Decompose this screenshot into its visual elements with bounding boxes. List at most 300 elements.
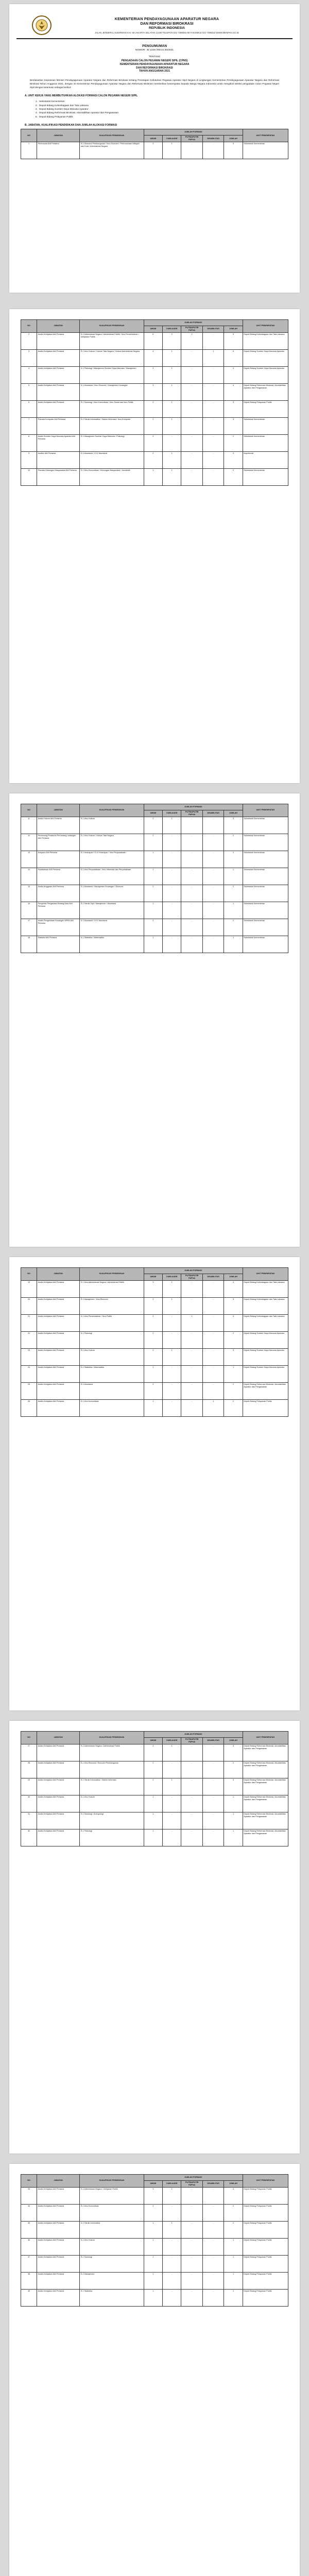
count-general: 3	[144, 383, 162, 400]
count-disability: -	[202, 1744, 224, 1761]
column-group-header: JUMLAH FORMASI	[144, 804, 243, 810]
education-qualification: S-1 Akuntansi / Ilmu Ekonomi / Manajemen Keuangan	[80, 383, 144, 400]
document-title: PENGUMUMAN	[142, 44, 167, 48]
column-header: DISABILITAS	[202, 2181, 224, 2188]
count-general: 1	[144, 468, 162, 485]
placement-unit: Sekretariat Kementerian	[243, 434, 288, 451]
table-header-row	[21, 1732, 288, 1738]
education-qualification: S-1 Sosiologi	[80, 2255, 144, 2272]
job-title: Analis Kebijakan Ahli Pertama	[37, 383, 80, 400]
job-title: Analis Kebijakan Ahli Pertama	[37, 366, 80, 383]
table-row	[21, 1314, 288, 1331]
row-number: 32	[21, 1829, 37, 1846]
count-general: 1	[144, 2272, 162, 2289]
column-header: PUTRA/PUTRI PAPUA	[181, 810, 203, 817]
count-general: 2	[144, 2204, 162, 2221]
column-header: UNIT PENEMPATAN	[243, 1732, 288, 1744]
table-host	[9, 1267, 300, 1417]
row-number: 19	[21, 1280, 37, 1297]
count-disability: -	[202, 851, 224, 868]
row-number: 6	[21, 400, 37, 417]
placement-unit: Deputi Bidang Kelembagaan dan Tata Laksana	[243, 1280, 288, 1297]
table-row	[21, 1297, 288, 1314]
table-row	[21, 1348, 288, 1365]
subject-line: DAN REFORMASI BIROKRASI	[136, 66, 173, 70]
table-row	[21, 417, 288, 434]
count-general: 1	[144, 2255, 162, 2272]
count-general: 1	[144, 851, 162, 868]
education-qualification: S-1 Teknik Informatika / Sistem Informasi / Ilmu Komputer	[80, 417, 144, 434]
count-total: 4	[224, 366, 243, 383]
count-cumlaude: -	[163, 2204, 181, 2221]
count-disability: -	[202, 1314, 224, 1331]
job-title: Analis Kebijakan Ahli Pertama	[37, 1795, 80, 1812]
placement-unit: Deputi Bidang Reformasi Birokrasi, Akuntabilitas Aparatur dan Pengawasan	[243, 1382, 288, 1399]
row-number: 29	[21, 1778, 37, 1795]
column-header: UNIT PENEMPATAN	[243, 1268, 288, 1281]
column-header: DISABILITAS	[202, 326, 224, 333]
count-disability: -	[202, 434, 224, 451]
count-cumlaude: 1	[163, 2187, 181, 2204]
count-papua: -	[181, 2272, 203, 2289]
job-title: Analis Hukum Ahli Pertama	[37, 817, 80, 834]
sheet-1	[9, 4, 300, 293]
sheet-2	[9, 309, 300, 783]
column-header: UNIT PENEMPATAN	[243, 2175, 288, 2188]
count-cumlaude: -	[163, 936, 181, 953]
table-row	[21, 1795, 288, 1812]
row-number: 3	[21, 349, 37, 366]
job-title: Analis Kebijakan Ahli Pertama	[37, 2272, 80, 2289]
row-number: 7	[21, 417, 37, 434]
count-disability: -	[202, 1761, 224, 1778]
count-general: 1	[144, 2238, 162, 2255]
row-number: 2	[21, 332, 37, 349]
placement-unit: Deputi Bidang Reformasi Birokrasi, Akuntabilitas Aparatur dan Pengawasan	[243, 1761, 288, 1778]
education-qualification: S-1 Ilmu Komunikasi / Hubungan Masyarakat / Jurnalistik	[80, 468, 144, 485]
count-total: 1	[224, 868, 243, 885]
count-papua: -	[181, 1382, 203, 1399]
education-qualification: S-1 Ilmu Hukum	[80, 1348, 144, 1365]
count-disability: -	[202, 2187, 224, 2204]
table-row	[21, 142, 288, 159]
count-papua: -	[181, 1280, 203, 1297]
count-general: 1	[144, 1795, 162, 1812]
table-header-row	[21, 804, 288, 810]
column-header: JABATAN	[37, 129, 80, 142]
column-header: CUMLAUDE	[163, 1738, 181, 1744]
table-row	[21, 1382, 288, 1399]
education-qualification: S-1 Ilmu Komunikasi	[80, 1399, 144, 1416]
column-header: CUMLAUDE	[163, 326, 181, 333]
document-number: NOMOR : B/ 1228 /SM.01.00/2021	[135, 49, 174, 52]
count-papua: -	[181, 142, 203, 159]
count-disability: -	[202, 468, 224, 485]
job-title: Analis Kebijakan Ahli Pertama	[37, 1829, 80, 1846]
count-disability: -	[202, 1795, 224, 1812]
column-header: UMUM	[144, 326, 162, 333]
count-disability: -	[202, 1829, 224, 1846]
row-number: 13	[21, 851, 37, 868]
placement-unit: Deputi Bidang Reformasi Birokrasi, Akuntabilitas Aparatur dan Pengawasan	[243, 1795, 288, 1812]
row-number: 26	[21, 1399, 37, 1416]
count-general: 1	[144, 1829, 162, 1846]
placement-unit: Deputi Bidang Sumber Daya Manusia Aparatur	[243, 1365, 288, 1382]
job-title: Perancang Peraturan Perundang-undangan Ahli Pertama	[37, 834, 80, 851]
job-title: Analis Kebijakan Ahli Pertama	[37, 1761, 80, 1778]
count-total: 2	[224, 1399, 243, 1416]
count-papua: -	[181, 902, 203, 919]
education-qualification: S-1 Akuntansi / Manajemen Keuangan / Ekonomi	[80, 885, 144, 902]
count-cumlaude: 1	[163, 1280, 181, 1297]
count-papua: -	[181, 2187, 203, 2204]
count-total: 4	[224, 1744, 243, 1761]
table-row	[21, 1399, 288, 1416]
job-title: Statistisi Ahli Pertama	[37, 936, 80, 953]
table-row	[21, 851, 288, 868]
document-about: TENTANG	[148, 56, 161, 58]
sheet-6	[9, 2164, 300, 2576]
row-number: 24	[21, 1365, 37, 1382]
row-number: 33	[21, 2187, 37, 2204]
column-header: JABATAN	[37, 1732, 80, 1744]
count-general: 2	[144, 834, 162, 851]
row-number: 34	[21, 2204, 37, 2221]
education-qualification: S-1 Manajemen	[80, 2272, 144, 2289]
table-row	[21, 2238, 288, 2255]
count-papua: 1	[181, 332, 203, 349]
count-papua: -	[181, 2238, 203, 2255]
job-title: Analis Pengelolaan Keuangan APBN Ahli Pertama	[37, 919, 80, 936]
subject-line: KEMENTERIAN PENDAYAGUNAAN APARATUR NEGARA	[119, 62, 190, 66]
count-disability: -	[202, 1382, 224, 1399]
count-cumlaude: -	[163, 1314, 181, 1331]
letterhead-text	[57, 16, 277, 34]
count-general: 1	[144, 902, 162, 919]
count-general: 2	[144, 1348, 162, 1365]
column-header: CUMLAUDE	[163, 1274, 181, 1281]
count-disability: -	[202, 1297, 224, 1314]
row-number: 28	[21, 1761, 37, 1778]
row-number: 4	[21, 366, 37, 383]
job-title: Analis Kebijakan Ahli Pertama	[37, 1331, 80, 1348]
job-title: Analis Kebijakan Ahli Pertama	[37, 1365, 80, 1382]
job-title: Analis Kebijakan Ahli Pertama	[37, 349, 80, 366]
count-general: 1	[144, 868, 162, 885]
table-row	[21, 2255, 288, 2272]
row-number: 9	[21, 451, 37, 468]
education-qualification: S-1 Statistika / Matematika	[80, 1365, 144, 1382]
job-title: Analis Kebijakan Ahli Pertama	[37, 1297, 80, 1314]
placement-unit: Deputi Bidang Reformasi Birokrasi, Akuntabilitas Aparatur dan Pengawasan	[243, 383, 288, 400]
education-qualification: S-1 Statistika	[80, 2289, 144, 2306]
count-papua: -	[181, 1297, 203, 1314]
count-total: 2	[224, 885, 243, 902]
count-disability: -	[202, 902, 224, 919]
count-total: 1	[224, 936, 243, 953]
count-cumlaude: 1	[163, 1744, 181, 1761]
count-total: 9	[224, 332, 243, 349]
row-number: 11	[21, 817, 37, 834]
count-disability: -	[202, 2238, 224, 2255]
count-disability: -	[202, 1812, 224, 1829]
placement-unit: Deputi Bidang Reformasi Birokrasi, Akuntabilitas Aparatur dan Pengawasan	[243, 1812, 288, 1829]
count-general: 2	[144, 1778, 162, 1795]
count-general: 2	[144, 451, 162, 468]
education-qualification: S-1 Ilmu Perpustakaan / Ilmu Informasi dan Perpustakaan	[80, 868, 144, 885]
count-disability: 1	[202, 1399, 224, 1416]
count-cumlaude: 1	[163, 417, 181, 434]
table-row	[21, 366, 288, 383]
row-number: 25	[21, 1382, 37, 1399]
column-header: JABATAN	[37, 1268, 80, 1281]
unit-list	[38, 99, 279, 118]
count-cumlaude: 1	[163, 366, 181, 383]
table-row	[21, 868, 288, 885]
placement-unit: Deputi Bidang Pelayanan Publik	[243, 2289, 288, 2306]
count-disability: -	[202, 383, 224, 400]
count-cumlaude: -	[163, 1761, 181, 1778]
count-total: 4	[224, 1280, 243, 1297]
row-number: 14	[21, 868, 37, 885]
count-general: 3	[144, 1280, 162, 1297]
count-total: 3	[224, 817, 243, 834]
count-general: 2	[144, 1382, 162, 1399]
count-general: 4	[144, 349, 162, 366]
table-row	[21, 1280, 288, 1297]
row-number: 35	[21, 2221, 37, 2238]
education-qualification: S-1 Teknik Sipil / Manajemen / Akuntansi	[80, 902, 144, 919]
placement-unit: Sekretariat Kementerian	[243, 919, 288, 936]
count-total: 2	[224, 919, 243, 936]
table-row	[21, 349, 288, 366]
count-total: 2	[224, 1331, 243, 1348]
job-title: Pengelola Pengadaan Barang/Jasa Ahli Pertama	[37, 902, 80, 919]
count-general: 3	[144, 1744, 162, 1761]
education-qualification: S-1 Administrasi Negara / Administrasi Publik	[80, 1744, 144, 1761]
count-cumlaude: 1	[163, 142, 181, 159]
count-general: 2	[144, 1331, 162, 1348]
column-header: UMUM	[144, 810, 162, 817]
count-cumlaude: -	[163, 1365, 181, 1382]
column-header: UMUM	[144, 2181, 162, 2188]
column-group-header: JUMLAH FORMASI	[144, 320, 243, 326]
job-title: Analis Kebijakan Ahli Pertama	[37, 1314, 80, 1331]
row-number: 38	[21, 2272, 37, 2289]
count-disability: -	[202, 366, 224, 383]
list-item: 4. Deputi Bidang Reformasi Birokrasi, Akuntabilitas Aparatur dan Pengawasan	[38, 111, 279, 114]
table-row	[21, 2187, 288, 2204]
education-qualification: S-1 Ilmu Pemerintahan / Ilmu Politik	[80, 1314, 144, 1331]
count-total: 1	[224, 1812, 243, 1829]
column-header: UMUM	[144, 1274, 162, 1281]
column-header: PUTRA/PUTRI PAPUA	[181, 1274, 203, 1281]
column-header: JUMLAH	[224, 810, 243, 817]
count-cumlaude: 2	[163, 332, 181, 349]
placement-unit: Deputi Bidang Pelayanan Publik	[243, 1399, 288, 1416]
table-header-row	[21, 2175, 288, 2181]
count-general: 2	[144, 142, 162, 159]
count-papua: -	[181, 919, 203, 936]
placement-unit: Sekretariat Kementerian	[243, 417, 288, 434]
count-papua: -	[181, 1348, 203, 1365]
column-group-header: JUMLAH FORMASI	[144, 2175, 243, 2181]
count-cumlaude: -	[163, 1795, 181, 1812]
column-group-header: JUMLAH FORMASI	[144, 1732, 243, 1738]
count-disability: -	[202, 2255, 224, 2272]
table-row	[21, 1365, 288, 1382]
job-title: Analis Anggaran Ahli Pertama	[37, 885, 80, 902]
count-papua: -	[181, 383, 203, 400]
count-papua: 1	[181, 1314, 203, 1331]
education-qualification: S-1 Teknik Informatika / Sistem Informasi	[80, 1778, 144, 1795]
table-row	[21, 400, 288, 417]
placement-unit: Sekretariat Kementerian	[243, 885, 288, 902]
count-cumlaude: 1	[163, 383, 181, 400]
count-general: 2	[144, 885, 162, 902]
column-header: JABATAN	[37, 2175, 80, 2188]
count-papua: -	[181, 366, 203, 383]
count-cumlaude: 1	[163, 349, 181, 366]
count-general: 2	[144, 1314, 162, 1331]
count-total: 3	[224, 417, 243, 434]
placement-unit: Deputi Bidang Pelayanan Publik	[243, 2221, 288, 2238]
column-header: PUTRA/PUTRI PAPUA	[181, 135, 203, 142]
count-papua: -	[181, 2204, 203, 2221]
placement-unit: Sekretariat Kementerian	[243, 834, 288, 851]
count-cumlaude: -	[163, 1812, 181, 1829]
count-cumlaude: -	[163, 868, 181, 885]
count-total: 2	[224, 2221, 243, 2238]
count-disability: -	[202, 817, 224, 834]
count-general: 2	[144, 1297, 162, 1314]
count-general: 1	[144, 2289, 162, 2306]
count-cumlaude: -	[163, 1399, 181, 1416]
formation-table	[21, 1267, 288, 1417]
count-general: 1	[144, 936, 162, 953]
placement-unit: Sekretariat Kementerian	[243, 868, 288, 885]
row-number: 18	[21, 936, 37, 953]
ministry-address: JALAN JENDERAL SUDIRMAN KAV. 69 JAKARTA SELATAN 12190 TELEPON 021-7398381-89 FAKSIMILE 021-7398322 WWW.MENPAN.GO.ID	[95, 31, 239, 34]
column-header: KUALIFIKASI PENDIDIKAN	[80, 2175, 144, 2188]
count-total: 3	[224, 1297, 243, 1314]
column-header: CUMLAUDE	[163, 810, 181, 817]
count-cumlaude: -	[163, 2289, 181, 2306]
education-qualification: S-1 Ilmu Hukum / Hukum Tata Negara / Hukum Administrasi Negara	[80, 349, 144, 366]
job-title: Analis Kebijakan Ahli Pertama	[37, 2187, 80, 2204]
column-header: UNIT PENEMPATAN	[243, 320, 288, 333]
count-cumlaude: 1	[163, 1348, 181, 1365]
count-total: 4	[224, 383, 243, 400]
count-general: 2	[144, 417, 162, 434]
placement-unit: Sekretariat Kementerian	[243, 851, 288, 868]
education-qualification: S-1 Psikologi	[80, 1331, 144, 1348]
table-row	[21, 834, 288, 851]
count-papua: -	[181, 417, 203, 434]
count-total: 1	[224, 851, 243, 868]
column-header: KUALIFIKASI PENDIDIKAN	[80, 129, 144, 142]
count-papua: -	[181, 868, 203, 885]
column-header: CUMLAUDE	[163, 2181, 181, 2188]
table-header-row	[21, 1268, 288, 1274]
education-qualification: S-1 Sosiologi / Antropologi	[80, 1812, 144, 1829]
count-general: 1	[144, 1812, 162, 1829]
table-row	[21, 902, 288, 919]
count-papua: -	[181, 1365, 203, 1382]
placement-unit: Deputi Bidang Pelayanan Publik	[243, 2204, 288, 2221]
count-general: 2	[144, 400, 162, 417]
count-cumlaude: 1	[163, 2221, 181, 2238]
count-total: 2	[224, 1382, 243, 1399]
column-header: KUALIFIKASI PENDIDIKAN	[80, 1732, 144, 1744]
count-total: 3	[224, 142, 243, 159]
count-general: 3	[144, 2187, 162, 2204]
table-row	[21, 468, 288, 485]
education-qualification: S-1 Manajemen Sumber Daya Manusia / Psikologi	[80, 434, 144, 451]
education-qualification: S-1 Ilmu Administrasi Negara / Administrasi Publik	[80, 1280, 144, 1297]
count-total: 2	[224, 2204, 243, 2221]
column-header: UMUM	[144, 1738, 162, 1744]
job-title: Analis Sumber Daya Manusia Aparatur Ahli Pertama	[37, 434, 80, 451]
column-header: NO	[21, 320, 37, 333]
table-host	[9, 319, 300, 486]
row-number: 37	[21, 2255, 37, 2272]
table-row	[21, 2204, 288, 2221]
section-a-heading: A. UNIT KERJA YANG MEMBUTUHKAN ALOKASI FORMASI CALON PEGAWAI NEGERI SIPIL	[25, 94, 138, 98]
placement-unit: Sekretariat Kementerian	[243, 142, 288, 159]
column-group-header: JUMLAH FORMASI	[144, 1268, 243, 1274]
education-qualification: S-1 Sosiologi / Ilmu Komunikasi / Ilmu Sosial dan Ilmu Politik	[80, 400, 144, 417]
count-cumlaude: -	[163, 2255, 181, 2272]
column-header: DISABILITAS	[202, 1738, 224, 1744]
education-qualification: S-1 Administrasi Negara / Kebijakan Publik	[80, 2187, 144, 2204]
job-title: Analis Kebijakan Ahli Pertama	[37, 2238, 80, 2255]
letterhead	[16, 4, 293, 39]
count-papua: -	[181, 936, 203, 953]
placement-unit: Deputi Bidang Reformasi Birokrasi, Akuntabilitas Aparatur dan Pengawasan	[243, 1829, 288, 1846]
count-general: 1	[144, 2221, 162, 2238]
count-papua: -	[181, 851, 203, 868]
education-qualification: S-1 Akuntansi / D-IV Akuntansi	[80, 451, 144, 468]
list-item: 3. Deputi Bidang Sumber Daya Manusia Aparatur	[38, 107, 279, 111]
count-disability: -	[202, 936, 224, 953]
job-title: Auditor Ahli Pertama	[37, 451, 80, 468]
education-qualification: S-1 Ilmu Hukum / Hukum Tata Negara	[80, 834, 144, 851]
row-number: 1	[21, 142, 37, 159]
job-title: Analis Kebijakan Ahli Pertama	[37, 1280, 80, 1297]
education-qualification: S-1 Ilmu Hukum	[80, 1795, 144, 1812]
table-row	[21, 2221, 288, 2238]
count-disability: -	[202, 400, 224, 417]
table-row	[21, 434, 288, 451]
education-qualification: S-1 Ilmu Komunikasi	[80, 2204, 144, 2221]
placement-unit: Inspektorat	[243, 451, 288, 468]
placement-unit: Deputi Bidang Pelayanan Publik	[243, 2255, 288, 2272]
job-title: Analis Kebijakan Ahli Pertama	[37, 2221, 80, 2238]
count-cumlaude: 1	[163, 1297, 181, 1314]
sheet-5	[9, 1721, 300, 2154]
placement-unit: Deputi Bidang Pelayanan Publik	[243, 2238, 288, 2255]
column-header: JABATAN	[37, 804, 80, 817]
formation-table	[21, 319, 288, 486]
placement-unit: Deputi Bidang Kelembagaan dan Tata Laksana	[243, 332, 288, 349]
column-header: JUMLAH	[224, 2181, 243, 2188]
job-title: Analis Kebijakan Ahli Pertama	[37, 1778, 80, 1795]
count-papua: -	[181, 349, 203, 366]
count-disability: -	[202, 1778, 224, 1795]
row-number: 21	[21, 1314, 37, 1331]
count-papua: -	[181, 400, 203, 417]
